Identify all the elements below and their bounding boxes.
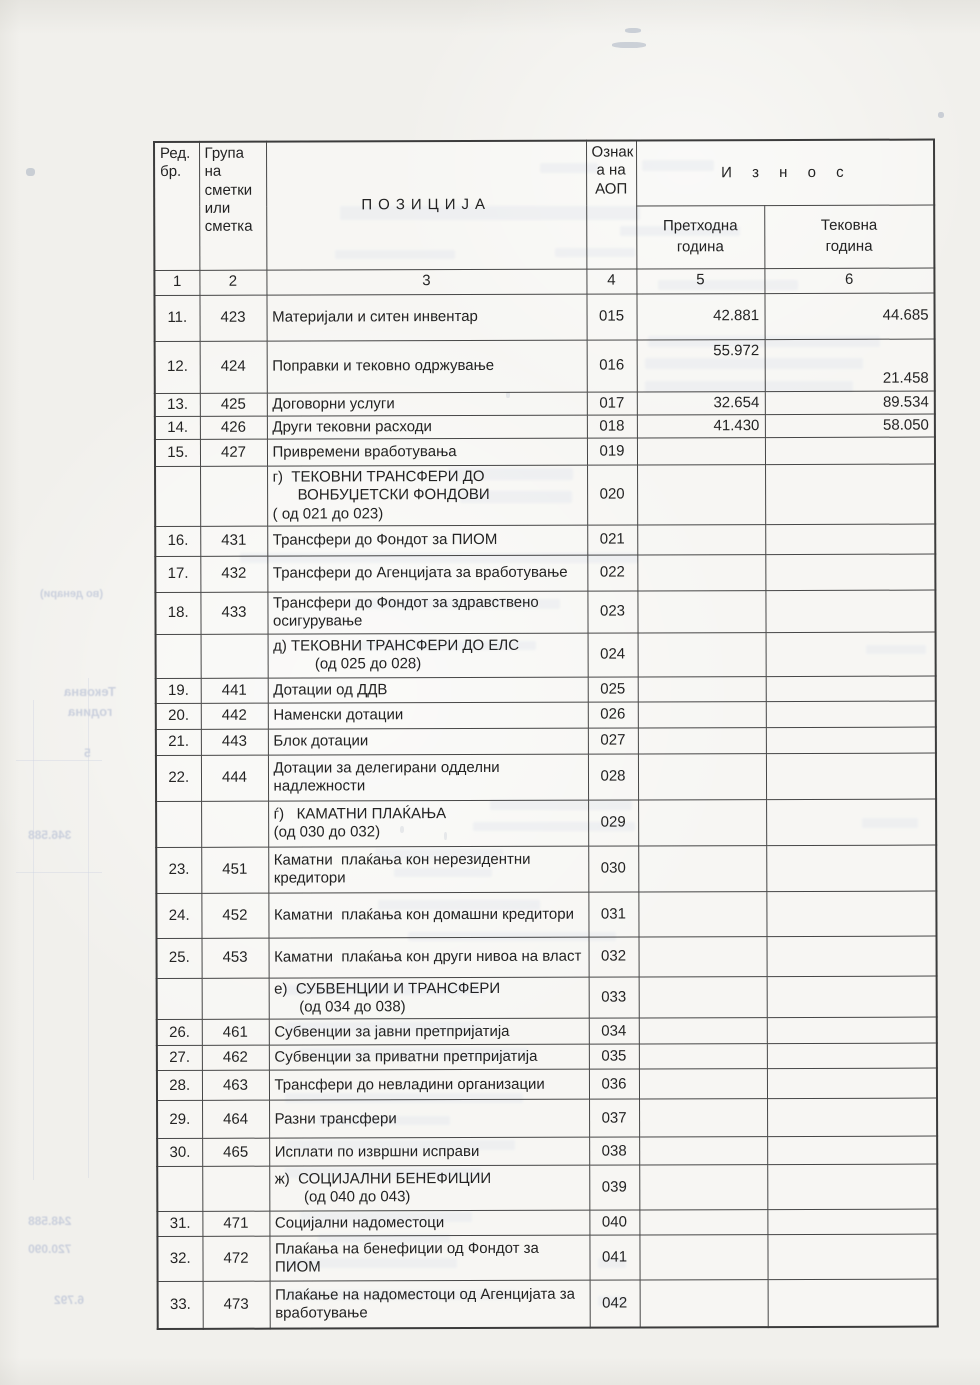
account-group-cell <box>202 1166 269 1211</box>
position-cell: Трансфери до Агенцијата за вработување <box>267 555 587 592</box>
aop-code-cell: 033 <box>589 977 639 1019</box>
table-row <box>155 437 935 466</box>
table-row <box>154 293 934 341</box>
current-year-amount-cell <box>768 1279 938 1327</box>
account-group-cell: 465 <box>202 1138 269 1166</box>
column-index-cell: 2 <box>199 270 266 295</box>
previous-year-amount-cell <box>639 1099 767 1137</box>
row-number-cell: 27. <box>157 1046 202 1071</box>
aop-code-cell: 025 <box>588 677 638 702</box>
previous-year-amount-cell <box>638 676 766 701</box>
bleedthrough-text: Тековна <box>64 684 116 699</box>
position-cell: Плаќање на надоместоци од Агенцијата за вработување <box>270 1280 590 1328</box>
aop-code-cell: 028 <box>588 754 638 800</box>
previous-year-amount-cell <box>639 1069 767 1099</box>
section-header-row <box>157 1164 937 1211</box>
current-year-amount-cell <box>767 936 937 977</box>
account-group-cell: 461 <box>202 1019 269 1045</box>
current-year-amount-cell: 44.685 <box>764 293 934 340</box>
row-number-cell: 11. <box>154 295 199 341</box>
table-row <box>156 727 936 755</box>
previous-year-amount-cell <box>639 1018 767 1044</box>
table-row <box>156 676 936 703</box>
position-cell: Субвенции за приватни претпријатија <box>269 1044 589 1070</box>
scan-speck <box>612 42 646 48</box>
account-group-cell: 426 <box>200 416 267 440</box>
table-row <box>155 590 935 634</box>
row-number-cell: 28. <box>157 1071 202 1101</box>
previous-year-amount-cell <box>639 976 767 1018</box>
table-row <box>155 339 935 393</box>
header-position: ПОЗИЦИЈА <box>266 141 586 270</box>
aop-code-cell: 023 <box>587 591 637 633</box>
aop-code-cell: 024 <box>588 633 638 677</box>
current-year-amount-cell: 89.534 <box>765 391 935 415</box>
aop-code-cell: 035 <box>589 1044 639 1069</box>
column-index-row <box>154 268 934 295</box>
account-group-cell <box>201 801 268 847</box>
row-number-cell: 26. <box>157 1020 202 1046</box>
position-cell: Договорни услуги <box>267 392 587 416</box>
position-cell: Поправки и тековно одржување <box>267 340 587 393</box>
current-year-amount-cell <box>766 753 936 800</box>
table-row <box>155 414 935 440</box>
current-year-amount-cell <box>766 701 936 728</box>
aop-code-cell: 016 <box>587 339 637 391</box>
position-cell: Трансфери до Фондот за ПИОМ <box>267 525 587 556</box>
aop-code-cell: 020 <box>587 465 637 525</box>
position-cell: Социјални надоместоци <box>269 1210 589 1236</box>
header-amount-group: И з н о с <box>636 140 934 206</box>
bleedthrough-text: 248.588 <box>28 1214 72 1228</box>
table-row <box>156 753 936 801</box>
row-number-cell: 29. <box>157 1101 202 1139</box>
bleedthrough-line <box>88 678 89 1178</box>
previous-year-amount-cell <box>637 465 765 525</box>
previous-year-amount-cell <box>639 1235 767 1280</box>
table-row <box>157 1136 937 1166</box>
current-year-amount-cell <box>767 1164 937 1210</box>
header-row-1 <box>154 140 934 207</box>
position-cell: Блок дотации <box>268 728 588 755</box>
account-group-cell: 462 <box>202 1045 269 1070</box>
current-year-amount-cell <box>767 1136 937 1165</box>
current-year-amount-cell <box>766 676 936 702</box>
row-number-cell: 14. <box>155 416 200 439</box>
previous-year-amount-cell <box>638 632 766 676</box>
current-year-amount-cell <box>767 1043 937 1069</box>
column-index-cell: 6 <box>764 268 934 294</box>
table-row <box>157 1068 937 1100</box>
row-number-cell: 24. <box>156 893 201 938</box>
account-group-cell: 452 <box>201 893 268 938</box>
header-current-year: Тековна година <box>764 205 934 269</box>
account-group-cell: 464 <box>202 1100 269 1138</box>
aop-code-cell: 039 <box>589 1165 639 1210</box>
scan-speck <box>938 112 944 118</box>
aop-code-cell: 021 <box>587 525 637 555</box>
account-group-cell: 441 <box>201 678 268 703</box>
aop-code-cell: 022 <box>587 555 637 591</box>
row-number-cell: 30. <box>157 1139 202 1167</box>
table-row <box>155 554 935 592</box>
account-group-cell: 431 <box>200 526 267 556</box>
previous-year-amount-cell <box>638 753 766 799</box>
row-number-cell: 12. <box>155 341 200 393</box>
position-cell: Плаќања на бенефиции од Фондот за ПИОМ <box>269 1235 589 1281</box>
aop-code-cell: 027 <box>588 728 638 754</box>
row-number-cell: 25. <box>157 938 202 978</box>
section-header-row <box>156 799 936 847</box>
current-year-amount-cell <box>766 727 936 754</box>
account-group-cell <box>200 466 267 526</box>
row-number-cell <box>156 634 201 678</box>
account-group-cell: 473 <box>203 1281 270 1328</box>
current-year-amount-cell <box>767 1098 937 1137</box>
previous-year-amount-cell <box>637 525 765 555</box>
previous-year-amount-cell <box>638 701 766 727</box>
aop-code-cell: 041 <box>589 1235 639 1280</box>
account-group-cell: 471 <box>202 1211 269 1236</box>
previous-year-amount-cell <box>639 1210 767 1235</box>
current-year-amount-cell <box>765 524 935 555</box>
account-group-cell: 451 <box>201 847 268 893</box>
position-cell: Каматни плаќања кон домашни кредитори <box>268 892 588 938</box>
table-row <box>157 1098 937 1138</box>
position-cell: Привремени вработувања <box>267 438 587 466</box>
previous-year-amount-cell <box>639 1137 767 1165</box>
current-year-amount-cell <box>767 1068 937 1099</box>
row-number-cell: 13. <box>155 393 200 416</box>
account-group-cell: 442 <box>201 703 268 729</box>
account-group-cell: 423 <box>199 295 266 341</box>
table-row <box>157 936 937 978</box>
table-row <box>157 1043 937 1070</box>
previous-year-amount-cell <box>639 1165 767 1210</box>
current-year-amount-cell: 21.458 <box>765 339 935 392</box>
current-year-amount-cell <box>767 1234 937 1280</box>
aop-code-cell: 019 <box>587 438 637 465</box>
row-number-cell: 32. <box>157 1237 202 1282</box>
bleedthrough-text: 720.090 <box>28 1242 72 1256</box>
previous-year-amount-cell <box>637 555 765 591</box>
position-cell: Дотации од ДДВ <box>268 677 588 703</box>
table-row <box>157 1017 937 1045</box>
current-year-amount-cell <box>767 1209 937 1235</box>
previous-year-amount-cell <box>637 438 765 465</box>
previous-year-amount-cell <box>639 1044 767 1069</box>
current-year-amount-cell <box>766 799 936 846</box>
account-group-cell: 444 <box>201 755 268 801</box>
previous-year-amount-cell: 42.881 <box>636 293 764 339</box>
position-cell: Други тековни расходи <box>267 415 587 439</box>
bleedthrough-line <box>33 700 34 1180</box>
scan-speck <box>625 28 641 33</box>
position-cell: ж) СОЦИЈАЛНИ БЕНЕФИЦИИ (од 040 до 043) <box>269 1165 589 1211</box>
row-number-cell: 23. <box>156 847 201 893</box>
account-group-cell: 432 <box>200 556 267 592</box>
position-cell: Наменски дотации <box>268 702 588 729</box>
aop-code-cell: 034 <box>589 1018 639 1044</box>
table-row <box>156 701 936 729</box>
table-row <box>155 524 935 556</box>
aop-code-cell: 031 <box>588 892 638 937</box>
previous-year-amount-cell: 32.654 <box>637 391 765 415</box>
previous-year-amount-cell <box>637 591 765 633</box>
account-group-cell <box>202 978 269 1020</box>
current-year-amount-cell <box>767 976 937 1018</box>
row-number-cell: 15. <box>155 439 200 466</box>
account-group-cell: 453 <box>202 938 269 978</box>
account-group-cell: 433 <box>200 592 267 634</box>
column-index-cell: 3 <box>266 269 586 295</box>
previous-year-amount-cell <box>638 727 766 753</box>
aop-code-cell: 037 <box>589 1099 639 1137</box>
bleedthrough-text: година <box>68 704 113 719</box>
previous-year-amount-cell: 41.430 <box>637 414 765 438</box>
column-index-cell: 1 <box>154 270 199 295</box>
bleedthrough-line <box>16 760 102 761</box>
previous-year-amount-cell <box>640 1280 768 1327</box>
bleedthrough-line <box>16 872 102 873</box>
aop-code-cell: 017 <box>587 391 637 414</box>
previous-year-amount-cell: 55.972 <box>637 339 765 391</box>
current-year-amount-cell <box>765 590 935 632</box>
bleedthrough-text: 5 <box>84 746 91 760</box>
aop-code-cell: 036 <box>589 1069 639 1099</box>
row-number-cell <box>157 1167 202 1212</box>
section-header-row <box>157 976 937 1020</box>
position-cell: г) ТЕКОВНИ ТРАНСФЕРИ ДО ВОНБУЏЕТСКИ ФОНДОВИ ( од 021 до 023) <box>267 465 587 526</box>
table-row <box>156 845 936 893</box>
table-row <box>157 1234 937 1281</box>
position-cell: Каматни плаќања кон нерезидентни кредитори <box>268 846 588 893</box>
table-row <box>157 1209 937 1236</box>
row-number-cell: 20. <box>156 703 201 729</box>
table-row <box>155 391 935 417</box>
current-year-amount-cell <box>765 554 935 591</box>
position-cell: ѓ) КАМАТНИ ПЛАЌАЊА (од 030 до 032) <box>268 800 588 847</box>
row-number-cell <box>157 978 202 1020</box>
row-number-cell <box>156 801 201 847</box>
financial-positions-table <box>153 139 939 1330</box>
position-cell: Исплати по извршни исправи <box>269 1137 589 1166</box>
bleedthrough-text: (во денари) <box>40 588 104 600</box>
aop-code-cell: 030 <box>588 846 638 892</box>
header-account-group: Група на сметки или сметка <box>199 142 266 270</box>
account-group-cell: 427 <box>200 439 267 466</box>
table-row <box>158 1279 938 1328</box>
column-index-cell: 5 <box>636 268 764 293</box>
aop-code-cell: 026 <box>588 702 638 728</box>
current-year-amount-cell <box>765 437 935 465</box>
aop-code-cell: 042 <box>590 1280 640 1327</box>
account-group-cell: 463 <box>202 1070 269 1100</box>
row-number-cell: 18. <box>155 592 200 634</box>
section-header-row <box>155 464 935 526</box>
aop-code-cell: 029 <box>588 800 638 846</box>
previous-year-amount-cell <box>638 799 766 845</box>
account-group-cell: 443 <box>201 729 268 755</box>
row-number-cell: 16. <box>155 526 200 556</box>
current-year-amount-cell <box>766 891 936 937</box>
previous-year-amount-cell <box>638 845 766 891</box>
aop-code-cell: 032 <box>589 937 639 977</box>
row-number-cell: 21. <box>156 729 201 755</box>
previous-year-amount-cell <box>639 936 767 976</box>
position-cell: Трансфери до невладини организации <box>269 1069 589 1100</box>
position-cell: Трансфери до Фондот за здравствено осигурување <box>267 591 587 634</box>
position-cell: Каматни плаќања кон други нивоа на власт <box>269 937 589 978</box>
current-year-amount-cell: 58.050 <box>765 414 935 438</box>
aop-code-cell: 015 <box>586 293 636 339</box>
current-year-amount-cell <box>766 845 936 892</box>
position-cell: е) СУБВЕНЦИИ И ТРАНСФЕРИ (од 034 до 038) <box>269 977 589 1020</box>
current-year-amount-cell <box>766 632 936 677</box>
previous-year-amount-cell <box>638 891 766 936</box>
current-year-amount-cell <box>765 464 935 525</box>
header-aop-code: Ознак а на АОП <box>586 140 636 268</box>
row-number-cell <box>155 466 200 526</box>
header-previous-year: Претходна година <box>636 205 764 268</box>
position-cell: Субвенции за јавни претпријатија <box>269 1018 589 1045</box>
bleedthrough-text: 6.792 <box>54 1293 85 1307</box>
account-group-cell <box>201 634 268 678</box>
table-row <box>156 891 936 938</box>
position-cell: Дотации за делегирани одделни надлежности <box>268 754 588 801</box>
aop-code-cell: 038 <box>589 1137 639 1165</box>
account-group-cell: 424 <box>200 341 267 393</box>
position-cell: Материјали и ситен инвентар <box>266 294 586 341</box>
row-number-cell: 17. <box>155 556 200 592</box>
section-header-row <box>156 632 936 678</box>
scan-speck <box>26 168 35 176</box>
position-cell: Разни трансфери <box>269 1099 589 1138</box>
aop-code-cell: 040 <box>589 1210 639 1235</box>
row-number-cell: 19. <box>156 678 201 703</box>
current-year-amount-cell <box>767 1017 937 1044</box>
column-index-cell: 4 <box>586 268 636 293</box>
header-row-number: Ред. бр. <box>154 142 199 270</box>
account-group-cell: 425 <box>200 393 267 417</box>
row-number-cell: 22. <box>156 755 201 801</box>
row-number-cell: 31. <box>157 1212 202 1237</box>
position-cell: д) ТЕКОВНИ ТРАНСФЕРИ ДО ЕЛС (од 025 до 028) <box>268 633 588 678</box>
row-number-cell: 33. <box>158 1282 203 1329</box>
account-group-cell: 472 <box>202 1236 269 1281</box>
aop-code-cell: 018 <box>587 415 637 438</box>
bleedthrough-text: 346.588 <box>28 828 72 842</box>
